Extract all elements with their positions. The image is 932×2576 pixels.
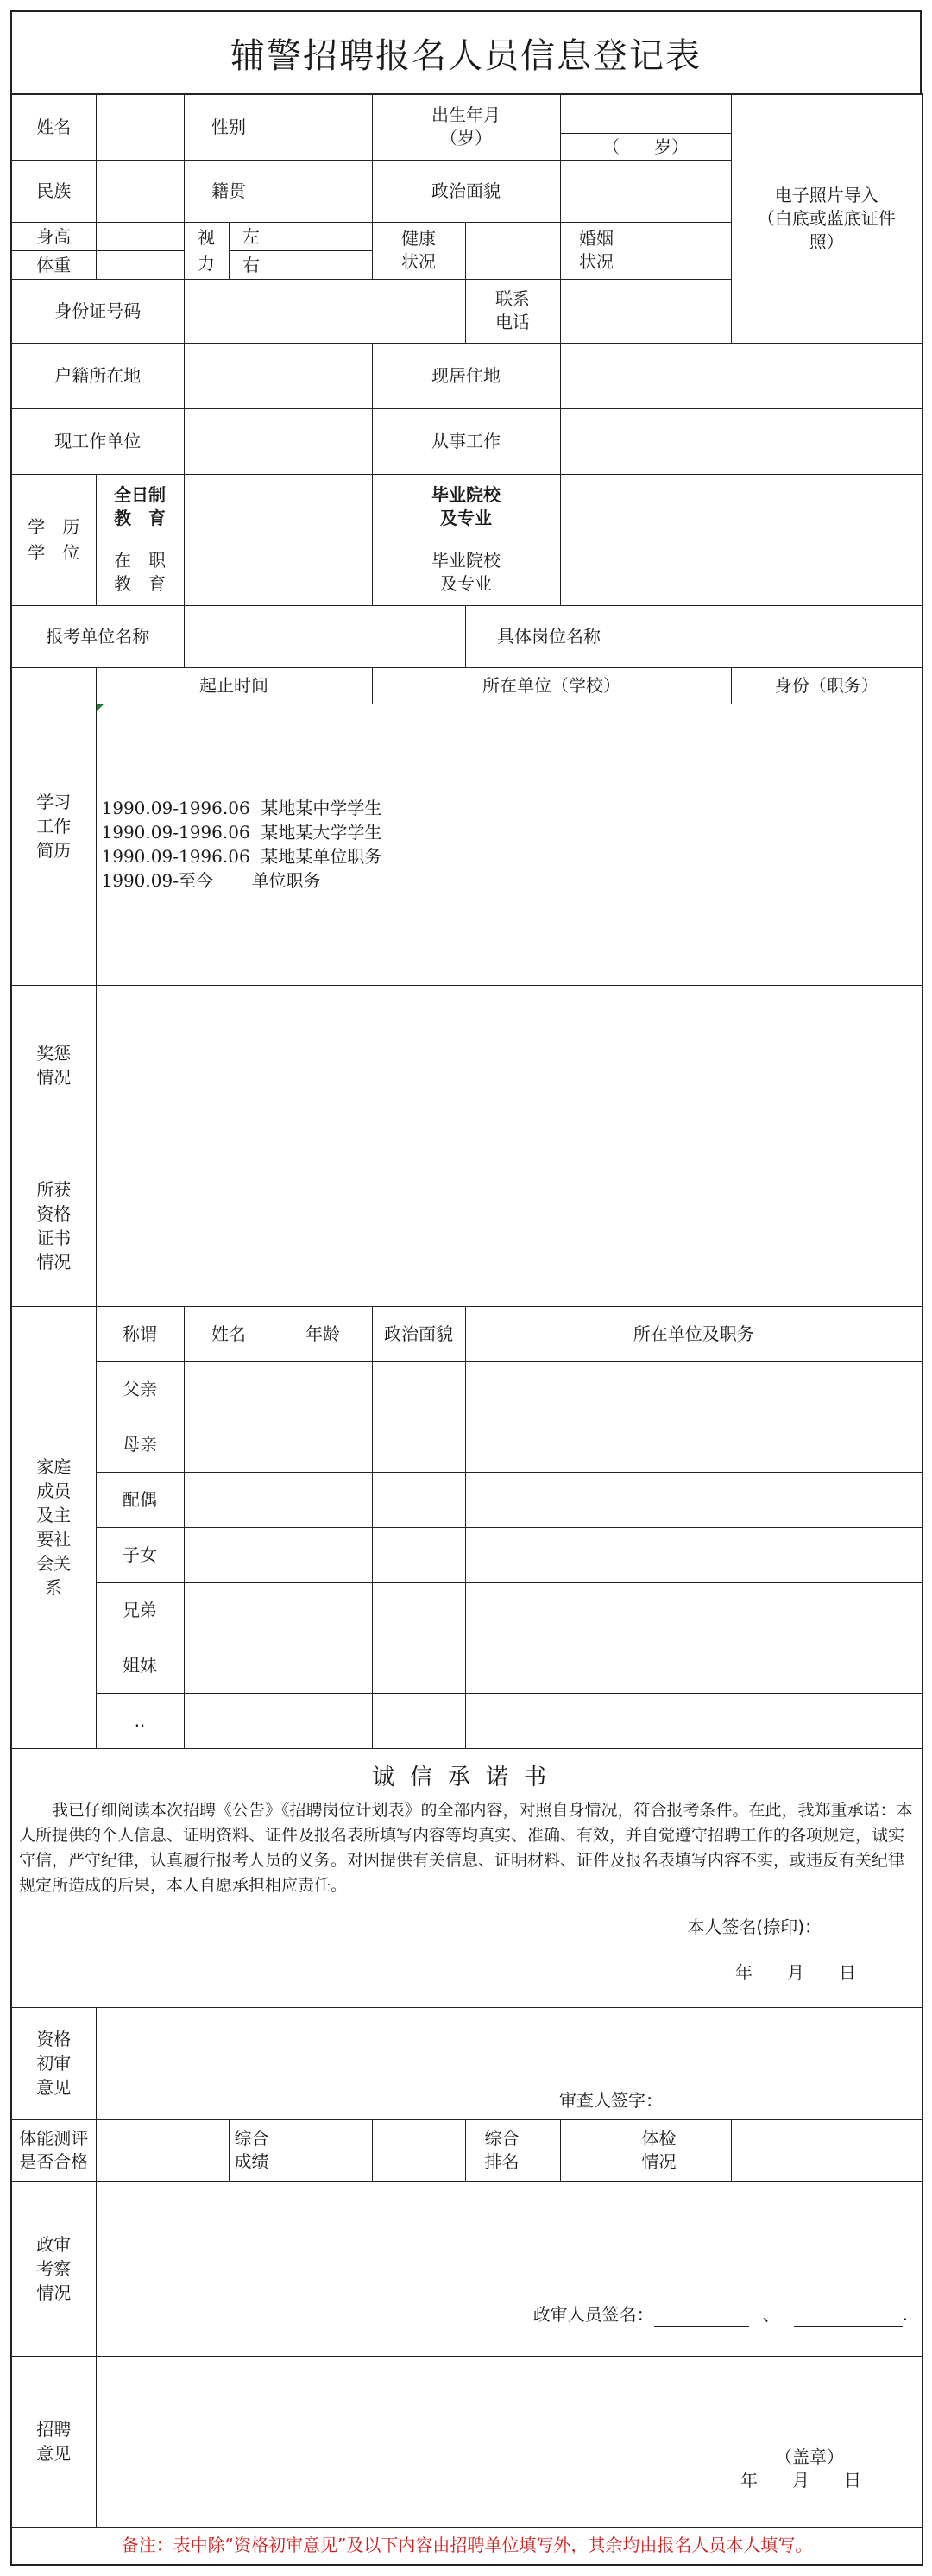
phone-field[interactable]	[560, 279, 731, 343]
native-place-field[interactable]	[274, 160, 372, 222]
family-relation: 子女	[96, 1527, 184, 1582]
fam-political-header: 政治面貌	[372, 1306, 465, 1361]
fulltime-edu-label: 全日制 教 育	[96, 474, 184, 540]
family-row	[11, 1472, 923, 1527]
family-label: 家庭 成员 及主 要社 会关 系	[11, 1306, 96, 1748]
family-name-field[interactable]	[184, 1693, 274, 1748]
fitness-field[interactable]	[96, 2119, 229, 2181]
political-review-label: 政审 考察 情况	[11, 2181, 96, 2356]
health-label: 健康 状况	[372, 222, 465, 279]
resume-entries	[97, 796, 923, 893]
weight-label: 体重	[36, 254, 72, 275]
native-place-label: 籍贯	[184, 160, 274, 222]
vision-left-label: 左	[230, 223, 274, 251]
current-job-field[interactable]	[560, 408, 923, 474]
seal-label: （盖章）	[775, 2446, 844, 2467]
birth-label: 出生年月 （岁）	[372, 94, 560, 160]
residence-field[interactable]	[560, 343, 923, 408]
inservice-edu-field[interactable]	[184, 540, 372, 605]
unit-school-header: 所在单位（学校）	[372, 667, 731, 704]
family-relation: ..	[96, 1693, 184, 1748]
current-employer-field[interactable]	[184, 408, 372, 474]
signature-line[interactable]	[794, 2310, 903, 2327]
certificates-field[interactable]	[96, 1146, 923, 1306]
family-row	[11, 1693, 923, 1748]
fulltime-edu-field[interactable]	[184, 474, 372, 540]
fam-name-header: 姓名	[184, 1306, 274, 1361]
resume-label: 学习 工作 简历	[11, 667, 96, 985]
name-label: 姓名	[11, 94, 96, 160]
family-age-field[interactable]	[274, 1361, 372, 1417]
apply-unit-field[interactable]	[184, 605, 465, 667]
overall-rank-field[interactable]	[560, 2119, 633, 2181]
family-row	[11, 1527, 923, 1582]
name-field[interactable]	[96, 94, 184, 160]
fam-age-header: 年龄	[274, 1306, 372, 1361]
family-row	[11, 1361, 923, 1417]
family-name-field[interactable]	[184, 1361, 274, 1417]
family-age-field[interactable]	[274, 1527, 372, 1582]
family-unit-field[interactable]	[465, 1472, 923, 1527]
overall-score-field[interactable]	[372, 2119, 465, 2181]
gender-label: 性别	[184, 94, 274, 160]
fitness-label: 体能测评 是否合格	[11, 2119, 96, 2181]
hukou-field[interactable]	[184, 343, 372, 408]
residence-label: 现居住地	[372, 343, 560, 408]
apply-position-field[interactable]	[633, 605, 923, 667]
recruit-opinion-field[interactable]	[96, 2356, 923, 2527]
pledge-sign[interactable]: 本人签名(捺印)：	[687, 1916, 822, 1937]
footer-note: 备注：表中除“资格初审意见”及以下内容由招聘单位填写外，其余均由报名人员本人填写。	[11, 2527, 923, 2565]
sign-end: .	[902, 2303, 908, 2325]
physical-exam-label: 体检 情况	[633, 2119, 731, 2181]
identity-post-header: 身份（职务）	[731, 667, 923, 704]
family-unit-field[interactable]	[465, 1361, 923, 1417]
family-age-field[interactable]	[274, 1472, 372, 1527]
ethnicity-label: 民族	[11, 160, 96, 222]
phone-label: 联系 电话	[465, 279, 560, 343]
family-name-field[interactable]	[184, 1527, 274, 1582]
hukou-label: 户籍所在地	[11, 343, 184, 408]
family-political-field[interactable]	[372, 1417, 465, 1472]
family-name-field[interactable]	[184, 1472, 274, 1527]
id-number-field[interactable]	[184, 279, 465, 343]
family-relation: 兄弟	[96, 1582, 184, 1638]
sign-separator: 、	[762, 2303, 780, 2325]
photo-box[interactable]: 电子照片导入 （白底或蓝底证件照）	[731, 94, 923, 343]
family-row	[11, 1638, 923, 1693]
family-row	[11, 1417, 923, 1472]
overall-score-label: 综合 成绩	[229, 2119, 372, 2181]
resume-entry: 1990.09-1996.06 某地某大学学生	[101, 822, 382, 843]
family-political-field[interactable]	[372, 1693, 465, 1748]
pledge-section	[11, 1748, 923, 2007]
family-unit-field[interactable]	[465, 1527, 923, 1582]
id-number-label: 身份证号码	[11, 279, 184, 343]
family-name-field[interactable]	[184, 1582, 274, 1638]
signature-line[interactable]	[654, 2310, 749, 2327]
registration-form	[10, 10, 922, 2566]
political-status-label: 政治面貌	[372, 160, 560, 222]
certificates-label: 所获 资格 证书 情况	[11, 1146, 96, 1306]
physical-exam-field[interactable]	[731, 2119, 923, 2181]
resume-entry: 1990.09-1996.06 某地某单位职务	[101, 846, 382, 867]
pledge-text: 我已仔细阅读本次招聘《公告》《招聘岗位计划表》的全部内容，对照自身情况，符合报考条件。在此，我郑重承诺：本人所提供的个人信息、证明资料、证件及报名表所填写内容等均真实、准确、有效，并自觉遵守招聘工作的各项规定，诚实守信，严守纪律，认真履行报考人员的义务。对因提供有关信息、证明材料、证件及报名表填写内容不实，或违反有关纪律规定所造成的后果，本人自愿承担相应责任。	[19, 1800, 913, 1895]
marriage-label: 婚姻 状况	[560, 222, 633, 279]
education-label: 学 历 学 位	[11, 474, 96, 605]
resume-content[interactable]	[96, 704, 923, 985]
current-employer-label: 现工作单位	[11, 408, 184, 474]
family-name-field[interactable]	[184, 1417, 274, 1472]
family-relation: 配偶	[96, 1472, 184, 1527]
school-major-1-label: 毕业院校 及专业	[372, 474, 560, 540]
reviewer-sign[interactable]: 审查人签字：	[96, 2007, 923, 2119]
family-relation: 父亲	[96, 1361, 184, 1417]
height-label: 身高	[12, 223, 96, 251]
family-unit-field[interactable]	[465, 1638, 923, 1693]
vision-right-field[interactable]	[274, 251, 372, 279]
resume-entry: 1990.09-至今 单位职务	[101, 870, 321, 891]
period-header: 起止时间	[96, 667, 372, 704]
family-unit-field[interactable]	[465, 1417, 923, 1472]
inservice-edu-label: 在 职 教 育	[96, 540, 184, 605]
apply-unit-label: 报考单位名称	[11, 605, 184, 667]
family-age-field[interactable]	[274, 1417, 372, 1472]
resume-entry: 1990.09-1996.06 某地某中学学生	[101, 798, 382, 818]
age-field: （ 岁）	[602, 136, 689, 157]
weight-field[interactable]	[97, 251, 184, 279]
political-sign-area[interactable]	[96, 2181, 923, 2356]
family-age-field[interactable]	[274, 1693, 372, 1748]
family-unit-field[interactable]	[465, 1693, 923, 1748]
family-age-field[interactable]	[274, 1582, 372, 1638]
political-sign-label: 政审人员签名：	[532, 2303, 654, 2325]
family-political-field[interactable]	[372, 1527, 465, 1582]
vision-left-field[interactable]	[274, 223, 372, 251]
health-field[interactable]	[465, 222, 560, 279]
family-row	[11, 1582, 923, 1638]
pledge-title: 诚信承诺书	[371, 1764, 562, 1790]
family-name-field[interactable]	[184, 1638, 274, 1693]
marriage-field[interactable]	[633, 222, 731, 279]
height-field[interactable]	[97, 223, 184, 251]
family-political-field[interactable]	[372, 1361, 465, 1417]
family-relation: 母亲	[96, 1417, 184, 1472]
recruit-opinion-label: 招聘 意见	[11, 2356, 96, 2527]
current-job-label: 从事工作	[372, 408, 560, 474]
family-relation: 姐妹	[96, 1638, 184, 1693]
family-unit-field[interactable]	[465, 1582, 923, 1638]
vision-label: 视 力	[184, 222, 229, 279]
form-title: 辅警招聘报名人员信息登记表	[10, 10, 922, 93]
family-political-field[interactable]	[372, 1472, 465, 1527]
political-status-field[interactable]	[560, 160, 731, 222]
rewards-field[interactable]	[96, 985, 923, 1146]
vision-right-label: 右	[242, 254, 260, 275]
school-major-2-field[interactable]	[560, 540, 923, 605]
qual-review-label: 资格 初审 意见	[11, 2007, 96, 2119]
gender-field[interactable]	[274, 94, 372, 160]
family-political-field[interactable]	[372, 1582, 465, 1638]
overall-rank-label: 综合 排名	[465, 2119, 560, 2181]
form-table	[10, 93, 923, 2566]
recruit-date: 年 月 日	[740, 2469, 861, 2491]
cell-comment-marker	[97, 704, 104, 711]
relation-header: 称谓	[96, 1306, 184, 1361]
rewards-label: 奖惩 情况	[11, 985, 96, 1146]
apply-position-label: 具体岗位名称	[465, 605, 633, 667]
pledge-date: 年 月 日	[735, 1961, 856, 1983]
school-major-1-field[interactable]	[560, 474, 923, 540]
birth-field[interactable]	[561, 98, 731, 134]
family-age-field[interactable]	[274, 1638, 372, 1693]
fam-unit-header: 所在单位及职务	[465, 1306, 923, 1361]
family-political-field[interactable]	[372, 1638, 465, 1693]
school-major-2-label: 毕业院校 及专业	[372, 540, 560, 605]
ethnicity-field[interactable]	[96, 160, 184, 222]
